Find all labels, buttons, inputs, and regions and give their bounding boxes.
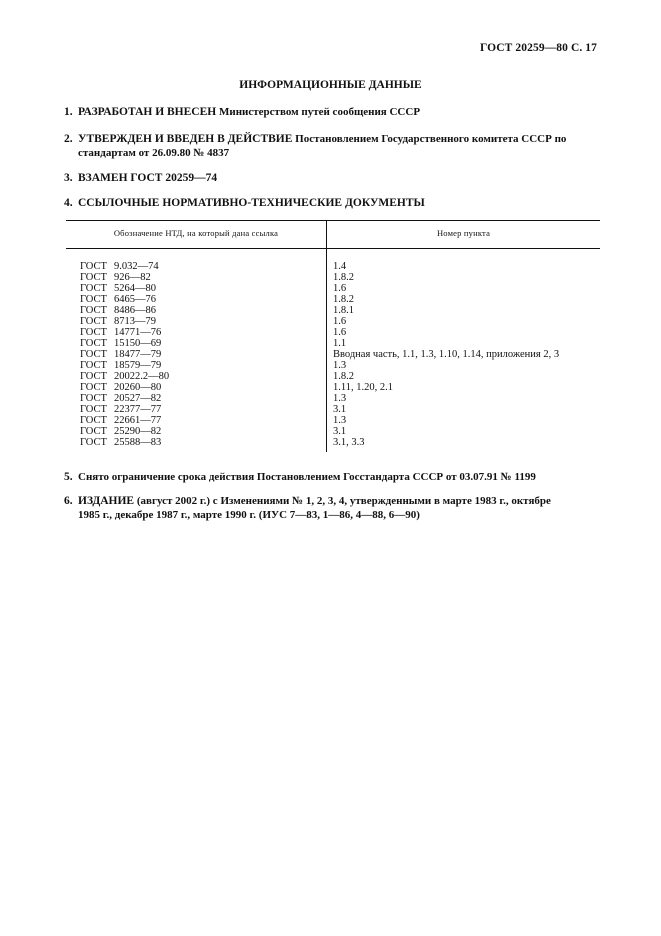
document-code: ГОСТ (80, 360, 107, 371)
document-number: 20527—82 (114, 393, 162, 404)
document-cell (66, 426, 327, 437)
table-body (66, 249, 600, 453)
document-code: ГОСТ (80, 316, 107, 327)
item-text: (август 2002 г.) с Изменениями № 1, 2, 3, 4, утвержденными в марте 1983 г., октябре (134, 495, 551, 507)
document-number: 6465—76 (114, 294, 156, 305)
item-lead: РАЗРАБОТАН И ВНЕСЕН (78, 106, 217, 118)
table-row (66, 393, 600, 404)
document-cell (66, 283, 327, 294)
clause-cell: 1.4 (333, 261, 347, 272)
document-code: ГОСТ (80, 338, 107, 349)
clause-cell: 1.11, 1.20, 2.1 (333, 382, 393, 393)
document-code: ГОСТ (80, 426, 107, 437)
document-cell (66, 294, 327, 305)
table-row (66, 426, 600, 437)
clause-cell: 1.3 (333, 360, 347, 371)
item-text-continuation: 1985 г., декабре 1987 г., марте 1990 г. (ИУС 7—83, 1—86, 4—88, 6—90) (78, 509, 420, 521)
document-number: 14771—76 (114, 327, 162, 338)
item-text-continuation: стандартам от 26.09.80 № 4837 (78, 147, 230, 159)
item-number: 1. (64, 106, 73, 118)
document-code: ГОСТ (80, 272, 107, 283)
clause-cell: 1.3 (333, 415, 347, 426)
info-item-6 (64, 494, 604, 522)
item-lead: ВЗАМЕН ГОСТ 20259—74 (78, 172, 218, 184)
document-code: ГОСТ (80, 437, 107, 448)
document-number: 8713—79 (114, 316, 156, 327)
document-code: ГОСТ (80, 415, 107, 426)
item-lead: УТВЕРЖДЕН И ВВЕДЕН В ДЕЙСТВИЕ (78, 133, 293, 145)
column-header-clause: Номер пункта (327, 221, 601, 249)
document-cell (66, 393, 327, 404)
table-row (66, 316, 600, 327)
table-row (66, 283, 600, 294)
table-row (66, 437, 600, 452)
table-row (66, 349, 600, 360)
document-cell (66, 360, 327, 371)
document-cell (66, 272, 327, 283)
document-number: 18579—79 (114, 360, 162, 371)
info-item-1 (64, 105, 604, 119)
document-number: 9.032—74 (114, 261, 159, 272)
document-code: ГОСТ (80, 393, 107, 404)
document-cell (66, 415, 327, 426)
clause-cell: 1.8.2 (333, 371, 354, 382)
document-number: 25290—82 (114, 426, 162, 437)
document-number: 18477—79 (114, 349, 162, 360)
table-row (66, 360, 600, 371)
table-row (66, 272, 600, 283)
clause-cell: 3.1 (333, 404, 347, 415)
table-row (66, 294, 600, 305)
info-item-2 (64, 132, 604, 160)
document-code: ГОСТ (80, 349, 107, 360)
document-code: ГОСТ (80, 305, 107, 316)
section-title: ИНФОРМАЦИОННЫЕ ДАННЫЕ (239, 79, 422, 91)
info-item-3 (64, 171, 604, 185)
item-text: Министерством путей сообщения СССР (216, 106, 421, 118)
table-header-row (66, 221, 600, 249)
clause-cell: Вводная часть, 1.1, 1.3, 1.10, 1.14, приложения 2, 3 (333, 349, 560, 360)
document-code: ГОСТ (80, 382, 107, 393)
document-code: ГОСТ (80, 294, 107, 305)
document-cell (66, 338, 327, 349)
document-cell (66, 349, 327, 360)
document-cell (66, 249, 327, 273)
item-number: 3. (64, 172, 73, 184)
document-cell (66, 305, 327, 316)
item-number: 6. (64, 495, 73, 507)
document-number: 22661—77 (114, 415, 162, 426)
document-number: 15150—69 (114, 338, 162, 349)
page-header: ГОСТ 20259—80 С. 17 (479, 42, 597, 54)
document-cell (66, 382, 327, 393)
document-code: ГОСТ (80, 327, 107, 338)
clause-cell: 3.1, 3.3 (333, 437, 365, 448)
item-number: 4. (64, 197, 73, 209)
item-text: Снято ограничение срока действия Постановлением Госстандарта СССР от 03.07.91 № 1199 (78, 471, 536, 483)
table-row (66, 415, 600, 426)
document-code: ГОСТ (80, 261, 107, 272)
document-number: 20260—80 (114, 382, 162, 393)
column-header-document: Обозначение НТД, на который дана ссылка (66, 221, 327, 249)
document-cell (66, 327, 327, 338)
document-cell (66, 316, 327, 327)
table-row (66, 305, 600, 316)
document-cell (66, 371, 327, 382)
document-number: 5264—80 (114, 283, 156, 294)
table-row (66, 249, 600, 273)
clause-cell: 1.3 (333, 393, 347, 404)
table-row (66, 404, 600, 415)
clause-cell: 1.1 (333, 338, 347, 349)
reference-documents-table (66, 220, 600, 452)
document-cell (66, 437, 327, 452)
document-number: 20022.2—80 (114, 371, 170, 382)
document-number: 926—82 (114, 272, 151, 283)
document-number: 8486—86 (114, 305, 156, 316)
clause-cell: 1.8.2 (333, 272, 354, 283)
table-row (66, 327, 600, 338)
clause-cell: 1.6 (333, 327, 347, 338)
clause-cell: 1.8.1 (333, 305, 354, 316)
item-number: 5. (64, 471, 73, 483)
item-text: Постановлением Государственного комитета СССР по (292, 133, 567, 145)
clause-cell: 1.6 (333, 283, 347, 294)
document-code: ГОСТ (80, 371, 107, 382)
clause-cell: 1.8.2 (333, 294, 354, 305)
item-lead: ИЗДАНИЕ (78, 495, 135, 507)
clause-cell: 1.6 (333, 316, 347, 327)
document-code: ГОСТ (80, 283, 107, 294)
info-item-5 (64, 470, 604, 484)
table-row (66, 382, 600, 393)
document-cell (66, 404, 327, 415)
table-row (66, 371, 600, 382)
document-number: 25588—83 (114, 437, 162, 448)
clause-cell: 3.1 (333, 426, 347, 437)
item-number: 2. (64, 133, 73, 145)
document-number: 22377—77 (114, 404, 162, 415)
document-code: ГОСТ (80, 404, 107, 415)
item-lead: ССЫЛОЧНЫЕ НОРМАТИВНО-ТЕХНИЧЕСКИЕ ДОКУМЕНТЫ (78, 197, 425, 209)
table-row (66, 338, 600, 349)
info-item-4 (64, 196, 604, 210)
